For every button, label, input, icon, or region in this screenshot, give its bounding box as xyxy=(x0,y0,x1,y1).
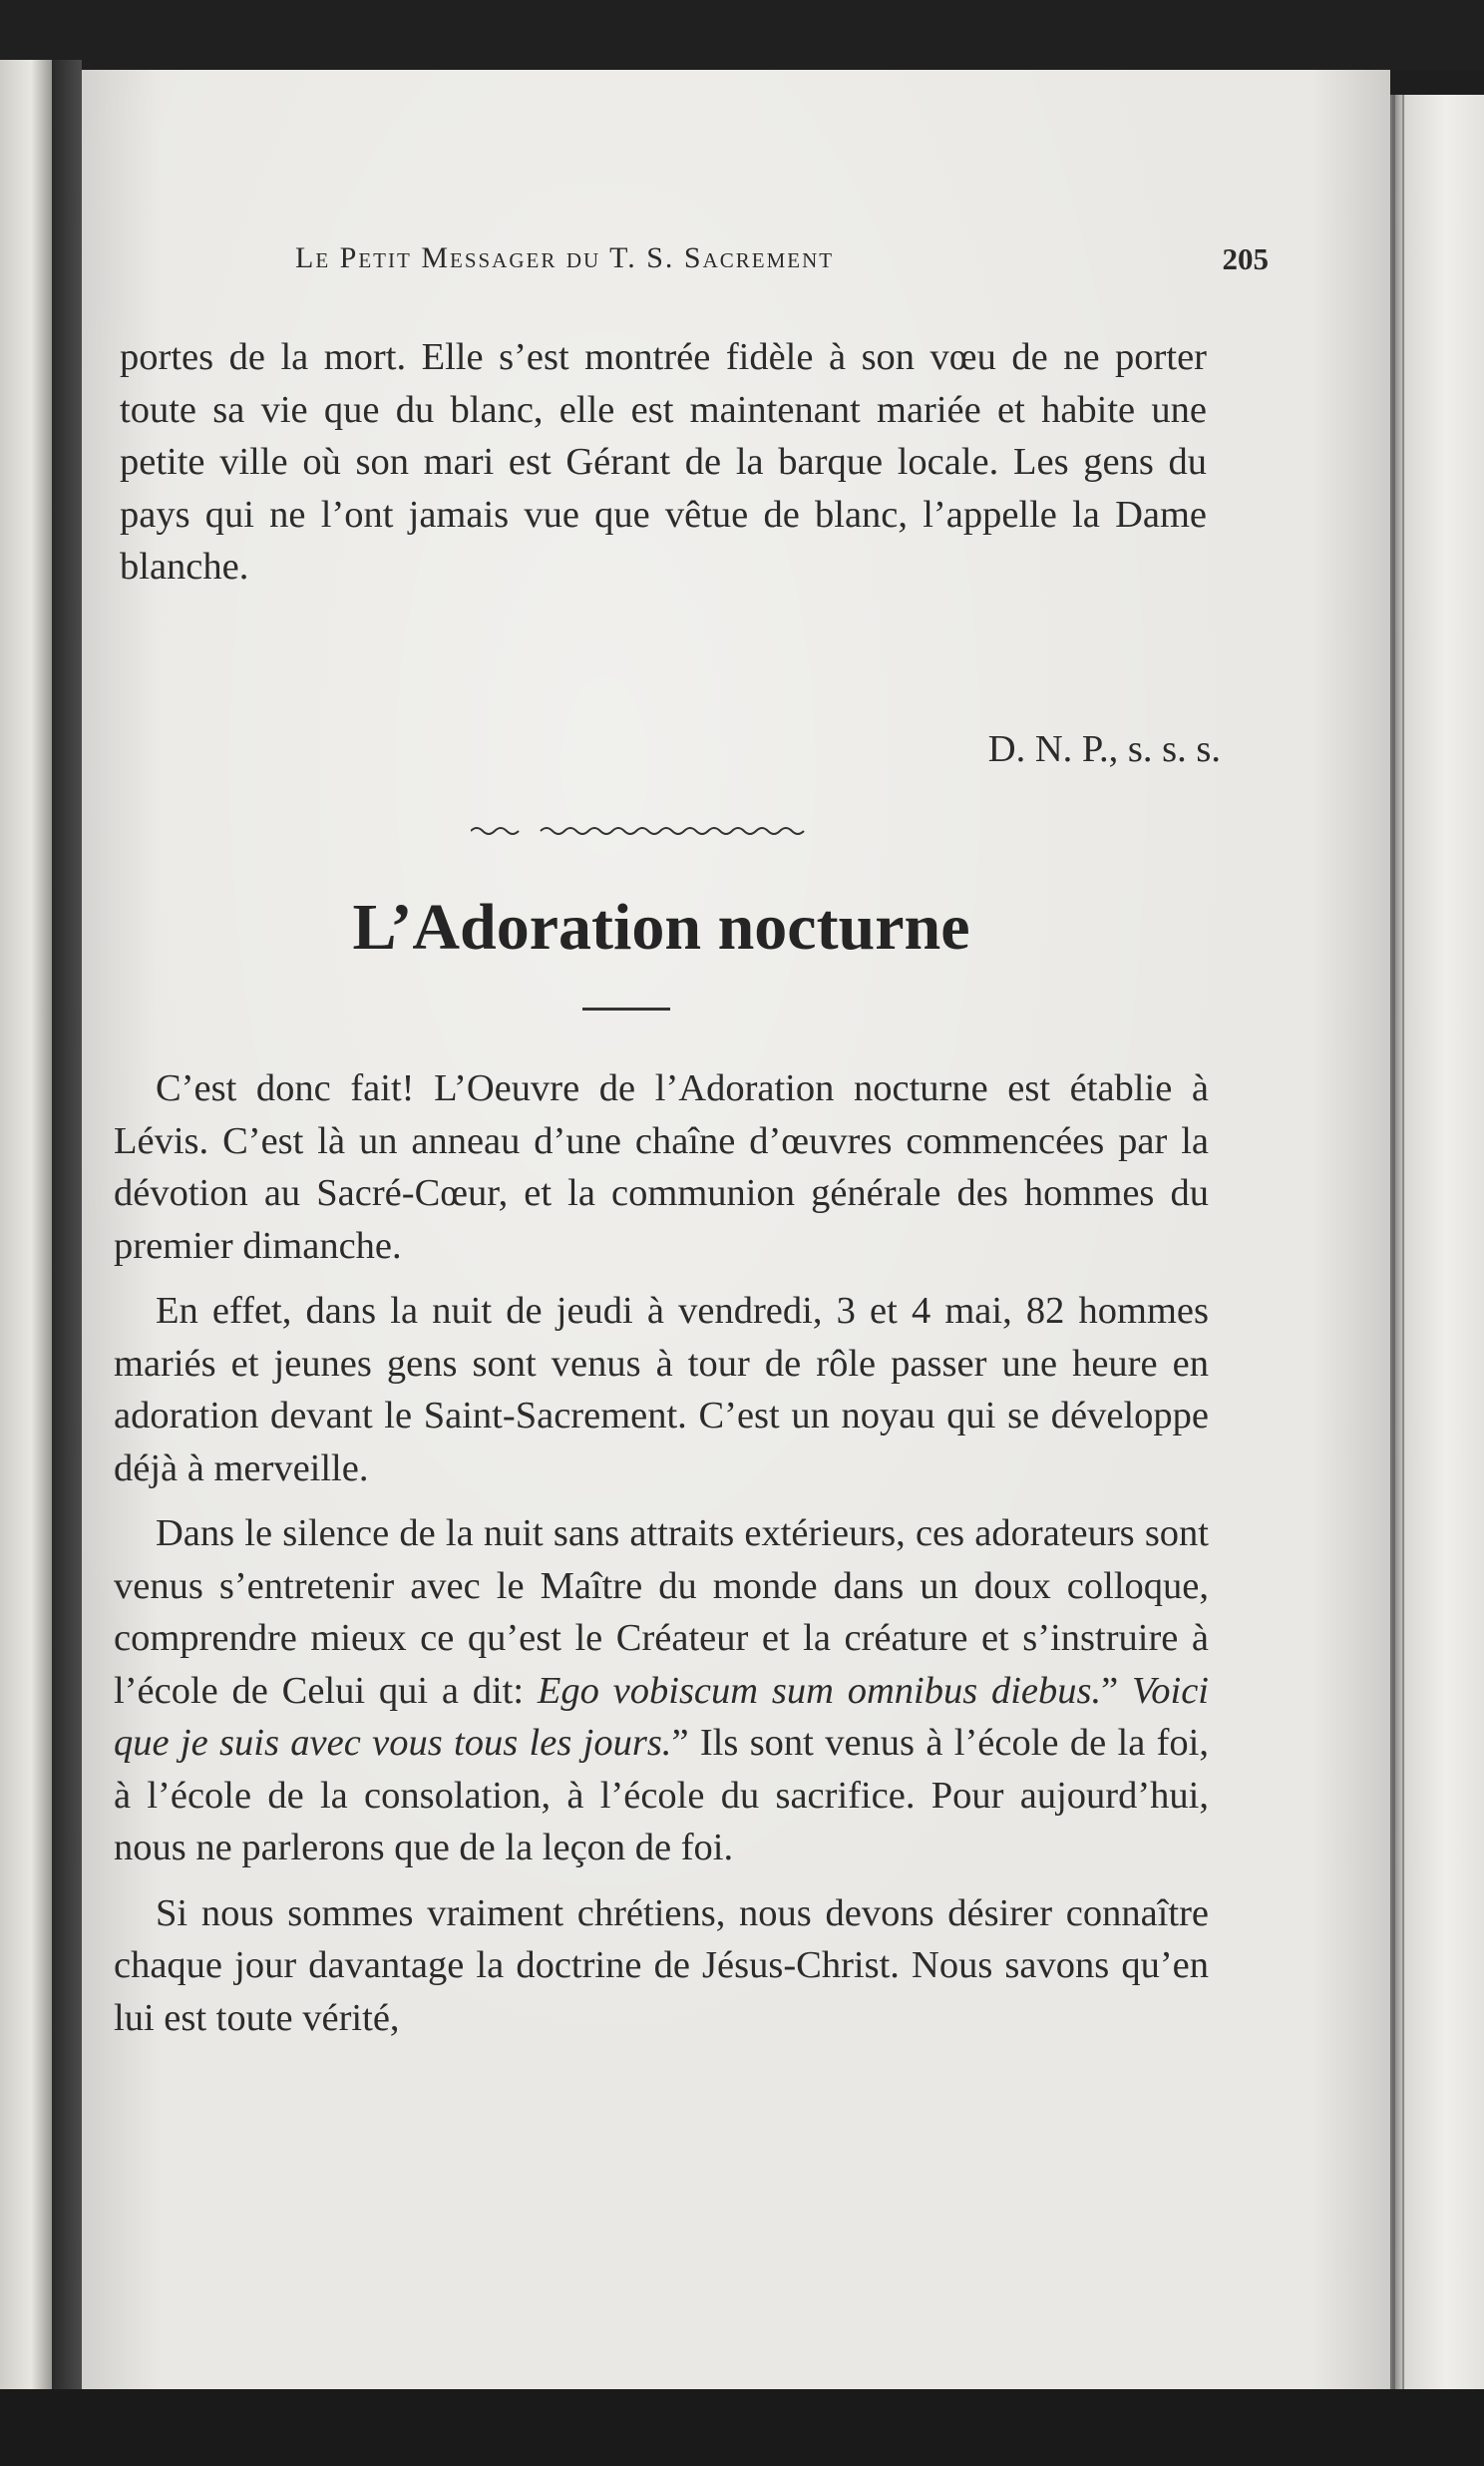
wavy-divider-ornament xyxy=(471,820,830,842)
paragraph-text: ” Ils sont venus à l’école de la foi, à l’école de la consolation, à l’école du sacrifice. Pour aujourd’hui, nous ne parlerons que de la leçon de foi. xyxy=(114,1722,1210,1868)
right-page-stack-edge xyxy=(1388,95,1484,2389)
page-edge-line xyxy=(1392,95,1395,2389)
page-number: 205 xyxy=(1222,241,1269,276)
running-head: Le Petit Messager du T. S. Sacrement xyxy=(295,241,835,274)
page-header xyxy=(82,241,1390,291)
article-paragraph: Si nous sommes vraiment chrétiens, nous devons désirer connaître chaque jour davantage la doctrine de Jésus-Christ. Nous savons qu’en lui est toute vérité, xyxy=(114,1891,1209,2039)
page-edge-line xyxy=(1402,95,1404,2389)
continued-paragraph: portes de la mort. Elle s’est montrée fidèle à son vœu de ne porter toute sa vie que du blanc, elle est maintenant mariée et habite une petite ville où son mari est Gérant de la barque locale. Les gens du pays qui ne l’ont jamais vue que vêtue de blanc, l’appelle la Dame blanche. xyxy=(120,336,1207,588)
article-paragraph: C’est donc fait! L’Oeuvre de l’Adoration nocturne est établie à Lévis. C’est là un anneau d’une chaîne d’œuvres commencées par la dévotion au Sacré-Cœur, et la communion générale des hommes du premier dimanche. xyxy=(114,1067,1209,1267)
book-page xyxy=(82,70,1390,2389)
left-page-edge xyxy=(0,60,52,2394)
paragraph-text: Dans le silence de la nuit sans attraits extérieurs, ces adorateurs sont venus s’entretenir avec le Maître du monde dans un doux colloque, comprendre mieux ce qu’est le Créateur et la créature et s’instruire à l’école de Celui qui a dit: xyxy=(114,1512,1209,1712)
article-body xyxy=(114,1062,1209,2057)
article-paragraph-with-quote xyxy=(114,1507,1209,1874)
author-signature: D. N. P., s. s. s. xyxy=(987,728,1221,770)
title-rule xyxy=(582,1008,670,1011)
scanner-background-top xyxy=(0,0,1484,70)
french-translation-quote: Voici que je suis avec vous tous les jours. xyxy=(114,1669,1209,1764)
scanner-background-bottom xyxy=(0,2389,1484,2466)
article-title: L’Adoration nocturne xyxy=(352,891,970,964)
article-paragraph: En effet, dans la nuit de jeudi à vendredi, 3 et 4 mai, 82 hommes mariés et jeunes gens sont venus à tour de rôle passer une heure en adoration devant le Saint-Sacrement. C’est un noyau qui se développe déjà à merveille. xyxy=(114,1290,1209,1489)
book-spine-shadow xyxy=(52,60,82,2394)
latin-quote: Ego vobiscum sum omnibus diebus. xyxy=(537,1669,1102,1712)
quote-mark: ” xyxy=(1101,1669,1133,1712)
